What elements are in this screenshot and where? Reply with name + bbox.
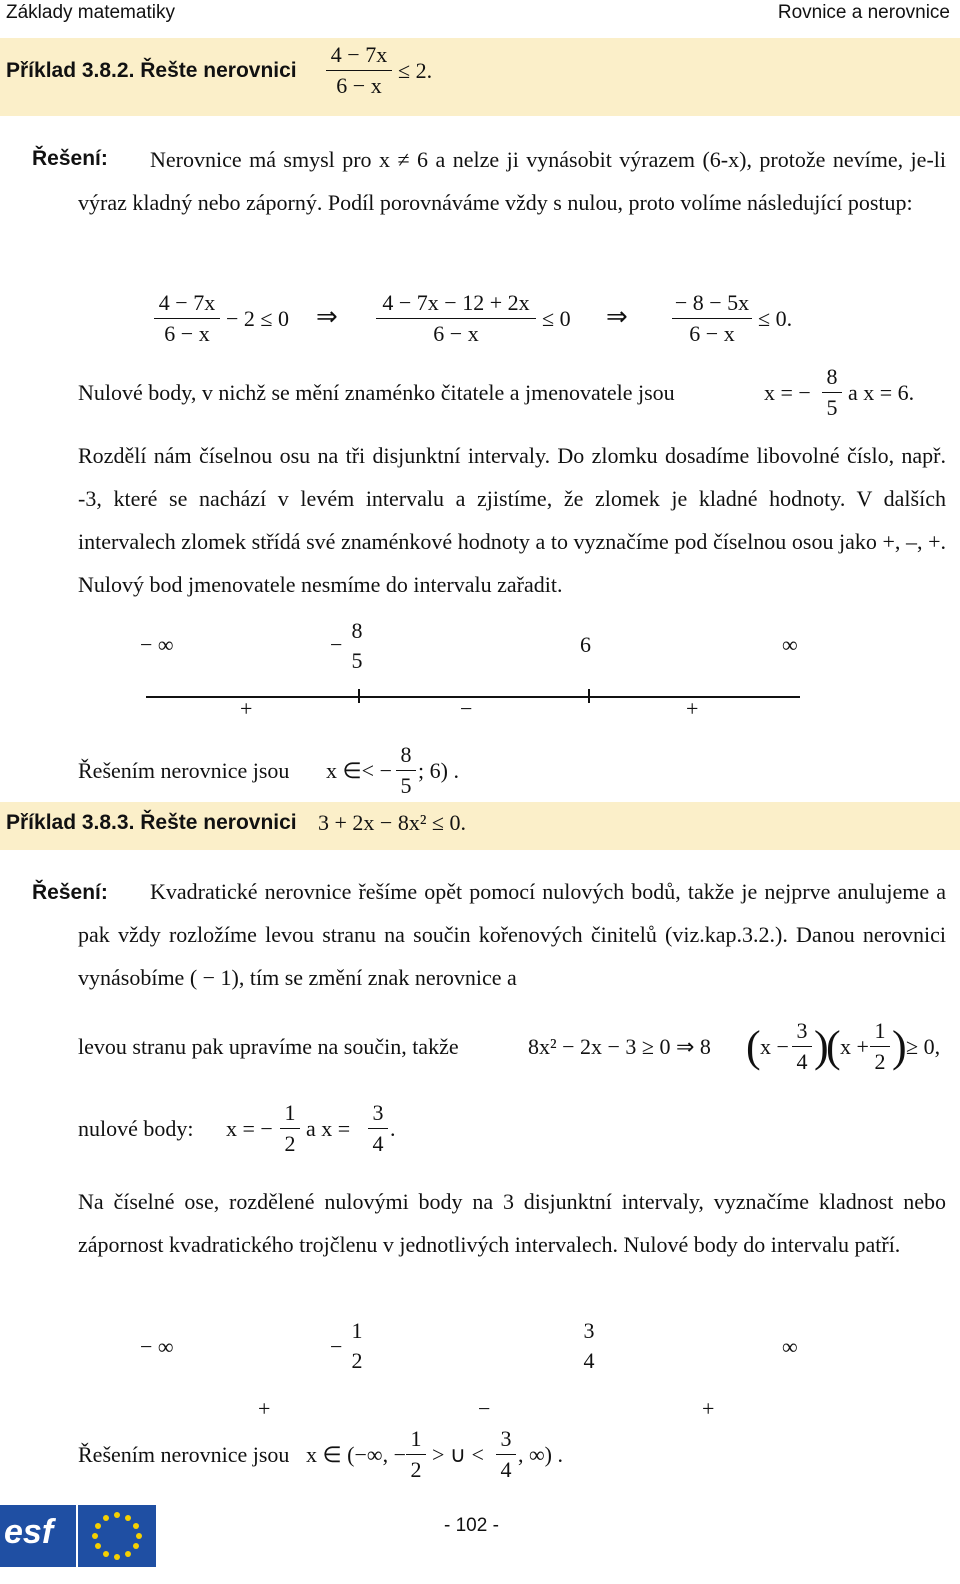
axis-point-fraction: 8 5 [351,618,363,673]
result-text: Řešením nerovnice jsou [78,758,290,783]
factor-text: levou stranu pak upravíme na součin, takže [78,1034,459,1059]
zeros-label: nulové body: [78,1116,194,1141]
result-text: Řešením nerovnice jsou [78,1442,290,1467]
axis-left-infinity: − ∞ [140,632,174,657]
result-fraction: $\frac{1}{2}$ [406,1424,426,1485]
sign-plus: + [240,696,253,721]
result-suffix: ; 6) . [418,758,459,783]
step3-fraction: $\frac{- 8 - 5x}{6 - x}$ [672,288,752,349]
zero2-prefix: a x = [306,1116,351,1141]
page-footer [0,1505,960,1584]
axis-tick [588,689,590,703]
axis-point: 6 [580,632,591,657]
eu-flag-logo [78,1505,156,1567]
example-title: Příklad 3.8.3. Řešte nerovnici [6,811,297,834]
right-paren: ) [814,1022,829,1071]
sign-plus: + [686,696,699,721]
header-left: Základy matematiky [6,2,175,23]
paragraph: Na číselné ose, rozdělené nulovými body na 3 disjunktní intervaly, vyznačíme kladnost nebo zápornost kvadratického trojčlenu v jednotlivých intervalech. Nulové body do intervalu patří. [78,1189,946,1257]
step1-fraction: $\frac{4 - 7x}{6 - x}$ [154,288,220,349]
sign-minus: − [460,696,473,721]
axis-tick [358,689,360,703]
page-number: - 102 - [444,1515,499,1536]
solution-label: Řešení: [32,881,108,904]
factor-end: ≥ 0, [906,1034,941,1059]
sign-plus: + [258,1396,271,1421]
zeros-text: Nulové body, v nichž se mění znaménko čitatele a jmenovatele jsou [78,380,675,405]
sign-plus: + [702,1396,715,1421]
axis-left-infinity: − ∞ [140,1334,174,1359]
axis-point1-fraction: 1 2 [351,1318,363,1373]
zero1-prefix: x = − [226,1116,273,1141]
zero2-suffix: . [390,1116,396,1141]
step1-rest: − 2 ≤ 0 [226,306,289,331]
step3-rest: ≤ 0. [758,306,793,331]
zero2: a x = 6. [848,380,915,405]
result-prefix: x ∈ (−∞, − [306,1442,406,1467]
axis-point-sign: − [330,1334,343,1359]
result-prefix: x ∈< − [326,758,392,783]
paragraph: Nerovnice má smysl pro x ≠ 6 a nelze ji vynásobit výrazem (6-x), protože nevíme, je-li výraz kladný nebo záporný. Podíl porovnáváme vždy s nulou, proto volíme následující postup: [78,147,946,215]
title-expression: 3 + 2x − 8x² ≤ 0. [318,810,466,835]
left-paren: ( [826,1022,841,1071]
paragraph: Rozdělí nám číselnou osu na tři disjunktní intervaly. Do zlomku dosadíme libovolné číslo, např. -3, které se nachází v levém intervalu a zjistíme, že zlomek je kladné hodnoty. V dalších intervalech zlomek střídá své znaménkové hodnoty a to vyznačíme pod číselnou osou jako +, –, +. Nulový bod jmenovatele nesmíme do intervalu zařadit. [78,443,946,597]
result-fraction: $\frac{3}{4}$ [496,1424,516,1485]
solution-label: Řešení: [32,147,108,170]
header-right: Rovnice a nerovnice [777,2,950,23]
factor1-fraction: $\frac{3}{4}$ [792,1016,812,1077]
left-paren: ( [746,1022,761,1071]
result-suffix: , ∞) . [518,1442,564,1467]
axis-point-sign: − [330,632,343,657]
result-union: > ∪ < [432,1442,484,1467]
zero1-prefix: x = − [764,380,811,405]
axis-right-infinity: ∞ [782,632,798,657]
esf-logo: esf [0,1505,76,1567]
zero1-fraction: $\frac{8}{5}$ [822,362,842,423]
zero2-fraction: $\frac{3}{4}$ [368,1098,388,1159]
page-header [0,0,960,30]
step2-rest: ≤ 0 [542,306,571,331]
axis-point2-fraction: 3 4 [583,1318,595,1373]
result-fraction: $\frac{8}{5}$ [396,740,416,801]
factor2-fraction: $\frac{1}{2}$ [870,1016,890,1077]
step2-fraction: $\frac{4 - 7x - 12 + 2x}{6 - x}$ [376,288,536,349]
zero1-fraction: $\frac{1}{2}$ [280,1098,300,1159]
right-paren: ) [892,1022,907,1071]
title-relation: ≤ 2. [398,58,433,83]
example-title: Příklad 3.8.2. Řešte nerovnici [6,59,297,82]
factor1-prefix: x − [760,1034,789,1059]
sign-minus: − [478,1396,491,1421]
paragraph: Kvadratické nerovnice řešíme opět pomocí nulových bodů, takže je nejprve anulujeme a pak vždy rozložíme levou stranu na součin kořenových činitelů (viz.kap.3.2.). Danou nerovnici vynásobíme ( − 1), tím se změní znak nerovnice a [78,879,946,990]
factor-expression: 8x² − 2x − 3 ≥ 0 ⇒ 8 [528,1034,711,1059]
implies-symbol: ⇒ [316,302,338,331]
axis-right-infinity: ∞ [782,1334,798,1359]
implies-symbol: ⇒ [606,302,628,331]
title-fraction: $\frac{4 - 7x}{6 - x}$ [326,40,392,101]
factor2-prefix: x + [840,1034,869,1059]
